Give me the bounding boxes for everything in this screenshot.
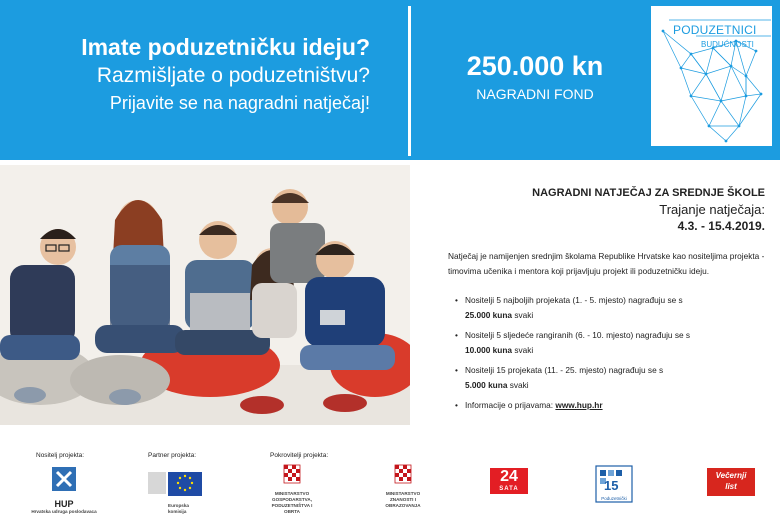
ministry-1-name: MINISTARSTVO GOSPODARSTVA, PODUZETNIŠTVA I OBRTA (271, 491, 313, 514)
vecernji-list-logo (707, 468, 755, 496)
prize-item-text: Nositelji 5 sljedeće rangiranih (6. - 10. mjesto) nagrađuju se s (465, 330, 691, 340)
prize-item-text: Nositelji 5 najboljih projekata (1. - 5. mjesto) nagrađuju se s (465, 295, 683, 305)
prize-item-amount: 25.000 kuna (465, 310, 513, 320)
prize-item-text: Nositelji 15 projekata (11. - 25. mjesto) nagrađuju se s (465, 365, 664, 375)
headline-line-1: Imate poduzetničku ideju? (81, 34, 370, 60)
ministry-economy-logo (266, 464, 318, 515)
prize-item (455, 293, 765, 323)
poduzetnici-buducnosti-logo (651, 6, 772, 146)
prize-item-suffix: svaki (512, 345, 534, 355)
contest-intro: Natječaj je namijenjen srednjim školama Republike Hrvatske kao nositeljima projekta - timovima učenika i mentora koji prijavljuju projekt ili poduzetničku ideju. (448, 251, 765, 276)
duration-value: 4.3. - 15.4.2019. (677, 219, 765, 233)
hup-mark-icon (30, 466, 98, 492)
students-photo (0, 165, 410, 425)
24sata-logo (490, 468, 528, 494)
eu-flag-icon (148, 470, 208, 498)
header-divider (408, 6, 411, 156)
prize-fund-label: NAGRADNI FOND (476, 86, 594, 102)
list-word: list (725, 482, 737, 491)
headline (0, 32, 370, 116)
hup-name: HUP (54, 499, 74, 509)
vecernji-word: Večernji (715, 471, 747, 480)
prize-item-suffix: svaki (507, 380, 529, 390)
headline-line-3: Prijavite se na nagradni natječaj! (109, 93, 370, 113)
prize-item (455, 363, 765, 393)
contest-title: NAGRADNI NATJEČAJ ZA SREDNJE ŠKOLE (532, 187, 765, 199)
students-illustration (0, 165, 410, 425)
header-band (0, 0, 780, 160)
contact-label: Informacije o prijavama: (465, 400, 556, 410)
prize-list (455, 293, 765, 413)
logo-text-1: PODUZETNICI (673, 23, 757, 37)
footer-logos (0, 440, 780, 528)
poduzetnicki-number: 15 (604, 478, 619, 493)
ministry-science-logo (377, 464, 429, 509)
headline-line-2: Razmišljate o poduzetništvu? (96, 64, 370, 87)
contest-info (440, 186, 765, 418)
prize-item-suffix: svaki (512, 310, 534, 320)
partner-label: Partner projekta: (148, 452, 197, 459)
24sata-number: 24 (500, 468, 518, 485)
duration-label: Trajanje natječaja: (659, 202, 765, 217)
poduzetnicki-word: Poduzetnički (601, 496, 627, 501)
24sata-word: SATA (499, 486, 519, 492)
ministry-2-name: MINISTARSTVO ZNANOSTI I OBRAZOVANJA (385, 491, 421, 508)
hup-full-name: Hrvatska udruga poslodavaca (31, 509, 97, 514)
prize-item-amount: 10.000 kuna (465, 345, 513, 355)
croatian-coat-of-arms-icon (377, 464, 429, 486)
logo-text-2: BUDUĆNOSTI (701, 40, 754, 49)
eu-caption-2: komisija (168, 509, 187, 514)
croatian-coat-of-arms-icon (266, 464, 318, 486)
european-commission-logo (148, 470, 208, 515)
prize-fund-amount: 250.000 kn (466, 51, 604, 81)
eu-caption-1: Europska (168, 503, 189, 508)
prize-fund (430, 50, 640, 104)
hup-logo (30, 466, 98, 515)
prize-item-amount: 5.000 kuna (465, 380, 508, 390)
sponsor-label: Pokrovitelji projekta: (270, 452, 329, 459)
contact-link[interactable]: www.hup.hr (555, 400, 603, 410)
prize-item (455, 328, 765, 358)
poduzetnicki-15-logo (592, 462, 636, 506)
contact-item (455, 398, 765, 413)
holder-label: Nositelj projekta: (36, 452, 85, 459)
